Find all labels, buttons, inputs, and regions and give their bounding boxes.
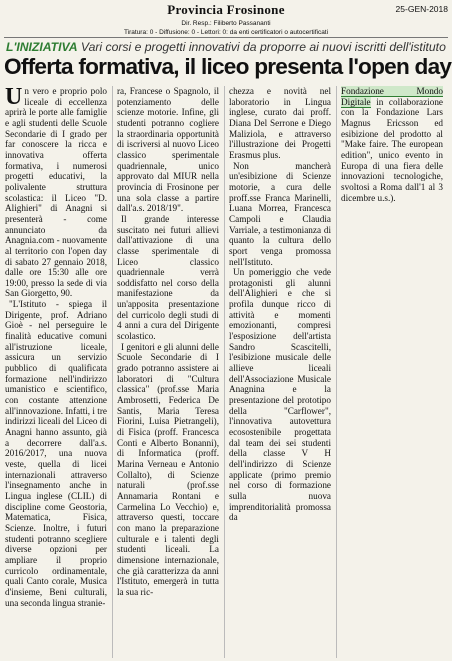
paragraph: ra, Francese o Spagnolo, il potenziamento delle scienze motorie. Infine, gli studenti potranno cogliere la straordinaria opportunità di iscriversi al nuovo Liceo classico sperimentale quadriennale, unico approvato dal MIUR nella provincia di Frosinone per una sola classe a partire dall'a.s. 2018/19". (117, 86, 219, 214)
column-4 (341, 86, 443, 658)
paragraph (341, 86, 443, 203)
header-divider (4, 37, 448, 38)
column-3 (229, 86, 331, 658)
article-body (5, 86, 447, 658)
paragraph: Il grande interesse suscitato nei futuri allievi dall'attivazione di una classe sperimentale di Liceo classico quadriennale verrà soddisfatto nel corso della manifestazione da un'apposita presentazione del curricolo degli studi di 4 anni a cura del Dirigente scolastico. (117, 213, 219, 342)
kicker-text: Vari corsi e progetti innovativi da proporre ai nuovi iscritti dell'istituto (80, 40, 446, 54)
paragraph-tail: in collaborazione con la Fondazione Lars Magnus Ericsson ed esibizione del prodotto al "Make faire. The european edition", unico evento in Europa di una fiera delle innovazioni tecnologiche, svoltosi a Roma dall'1 al 3 dicembre u.s.). (341, 96, 443, 203)
circulation-line: Tiratura: 0 - Diffusione: 0 - Lettori: 0: da enti certificatori o autocertificati (123, 29, 329, 36)
director-line: Dir. Resp.: Filiberto Passananti (181, 20, 271, 27)
kicker (6, 40, 446, 54)
column-1 (5, 86, 107, 658)
paragraph: Un pomeriggio che vede protagonisti gli alunni dell'Alighieri e che si profila dunque ricco di attività e momenti emozionanti, compresi l'esposizione dell'artista Sandro Scascitelli, l'esibizione musicale delle allieve liceali dell'Associazione Musicale Anagnina e la presentazione del prototipo della "Carflower", l'innovativa autovettura ecosostenibile progettata dal team dei sei studenti della classe V H dell'indirizzo di Scienze applicate (primo premio nel corso di formazione sulla nuova imprenditorialità promossa da (229, 267, 331, 523)
dropcap: U (5, 86, 23, 110)
publication-date: 25-GEN-2018 (395, 4, 448, 14)
kicker-tag: L'INIZIATIVA (6, 40, 78, 54)
column-2 (117, 86, 219, 658)
header-bar (0, 0, 452, 20)
column-divider (112, 86, 113, 658)
highlighted-text: Fondazione Mondo Digitale (341, 86, 443, 107)
headline: Offerta formativa, il liceo presenta l'open day (4, 54, 452, 79)
paragraph: "L'Istituto - spiega il Dirigente, prof. Adriano Gioè - nel perseguire le finalità educative comuni all'istruzione liceale, assicura un servizio pubblico di qualificata formazione nell'indirizzo umanistico e scientifico, con costante attenzione all'innovazione. Infatti, i tre indirizzi liceali del Liceo di Anagni hanno assunto, già a decorrere dall'a.s. 2016/2017, una nuova veste, quella di licei internazionali attraverso l'insegnamento anche in Lingua inglese (CLIL) di discipline come Geostoria, Matematica, Fisica, Scienze. Inoltre, i futuri studenti potranno scegliere diverse opzioni per ampliare il proprio curricolo ordinamentale, quali Canto corale, Musica d'insieme, Beni culturali, una seconda lingua stranie- (5, 299, 107, 608)
column-divider (336, 86, 337, 658)
column-divider (224, 86, 225, 658)
paragraph: I genitori e gli alunni delle Scuole Secondarie di I grado potranno assistere ai laboratori di "Cultura classica" (prof.sse Maria Ambrosetti, Federica De Santis, Maria Teresa Fiorini, Luisa Pietrangeli), di Fisica (proff. Francesca Conti e Alberto Bonanni), di Informatica (proff. Marina Verneau e Antonio Collalto), di Scienze naturali (prof.sse Annamaria Rontani e Carmelina Lo Vecchio) e, attraverso questi, toccare con mano la preparazione culturale e i talenti degli studenti liceali. La dimensione internazionale, che già caratterizza da anni l'Istituto, emergerà in tutta la sua ric- (117, 341, 219, 597)
paragraph: n vero e proprio polo liceale di eccellenza aprirà le porte alle famiglie e agli studenti delle Scuole Secondarie di I grado per far conoscere la ricca e innovativa offerta formativa, i numerosi progetti educativi, la polivalente struttura scolastica: il Liceo "D. Alighieri" di Anagni si presenterà - come annunciato da Anagnia.com - nuovamente al territorio con l'open day di sabato 27 gennaio 2018, dalle ore 15:30 alle ore 19:00, presso la sede di via San Giorgetto, 90. (5, 86, 107, 299)
paragraph: chezza e novità nel laboratorio in Lingua inglese, curato dai proff. Diana Del Serrone e Diego Maliziola, e attraverso l'illustrazione dei Progetti Erasmus plus. (229, 86, 331, 160)
masthead: Provincia Frosinone (167, 2, 285, 17)
paragraph: Non mancherà un'esibizione di Scienze motorie, a cura delle proff.sse Franca Marinelli, Luana Morrea, Francesca Campoli e Claudia Varriale, a testimonianza di quanto la cultura dello sport venga promossa nell'Istituto. (229, 160, 331, 267)
